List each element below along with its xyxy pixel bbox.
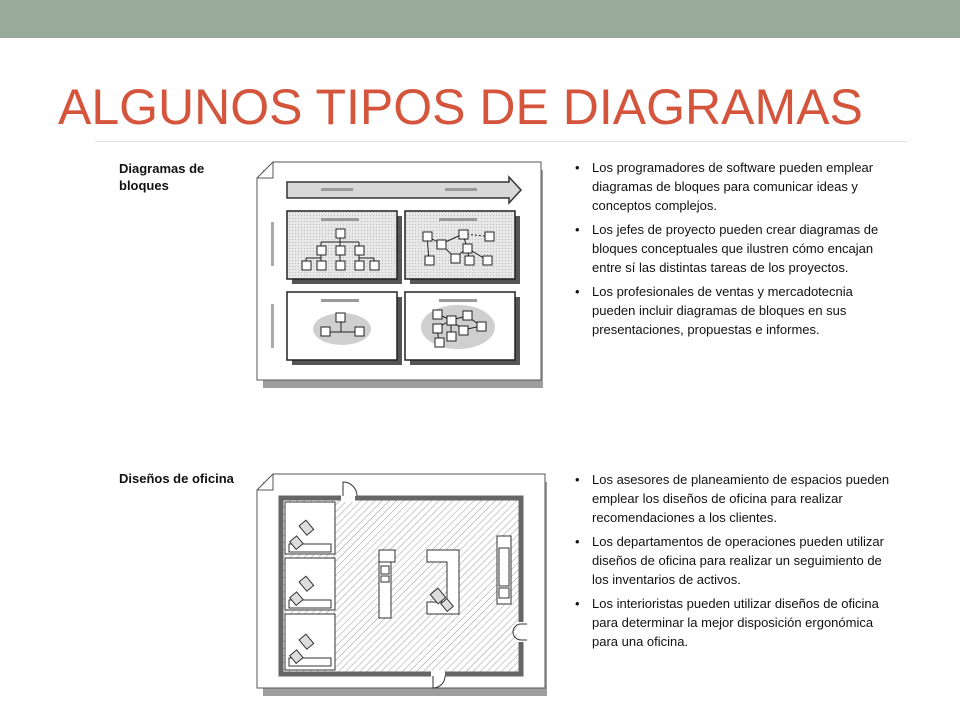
section-label-line: Diagramas de — [119, 161, 205, 176]
top-accent-bar — [0, 0, 960, 38]
office-layout-illustration — [255, 472, 551, 698]
office-layout-bullets — [572, 470, 892, 656]
list-item: • Los departamentos de operaciones pueden utilizar diseños de oficina para realizar un seguimiento de los inventarios de activos. — [572, 532, 892, 589]
section-label-line: bloques — [119, 178, 169, 193]
section-label-line: Diseños de oficina — [119, 471, 234, 486]
list-item: • Los profesionales de ventas y mercadotecnia pueden incluir diagramas de bloques en sus presentaciones, propuestas e informes. — [572, 282, 892, 339]
list-item: • Los asesores de planeamiento de espacios pueden emplear los diseños de oficina para realizar recomendaciones a los clientes. — [572, 470, 892, 527]
section-label-office-layouts — [119, 470, 234, 487]
slide-title: ALGUNOS TIPOS DE DIAGRAMAS — [58, 79, 863, 135]
list-item: • Los interioristas pueden utilizar diseños de oficina para determinar la mejor disposición ergonómica para una oficina. — [572, 594, 892, 651]
section-label-block-diagrams — [119, 160, 204, 194]
block-diagram-illustration — [255, 160, 545, 390]
title-divider — [95, 141, 907, 142]
list-item: • Los jefes de proyecto pueden crear diagramas de bloques conceptuales que ilustren cómo encajan entre sí las distintas tareas de los proyectos. — [572, 220, 892, 277]
list-item: • Los programadores de software pueden emplear diagramas de bloques para comunicar ideas y conceptos complejos. — [572, 158, 892, 215]
block-diagram-bullets — [572, 158, 892, 344]
